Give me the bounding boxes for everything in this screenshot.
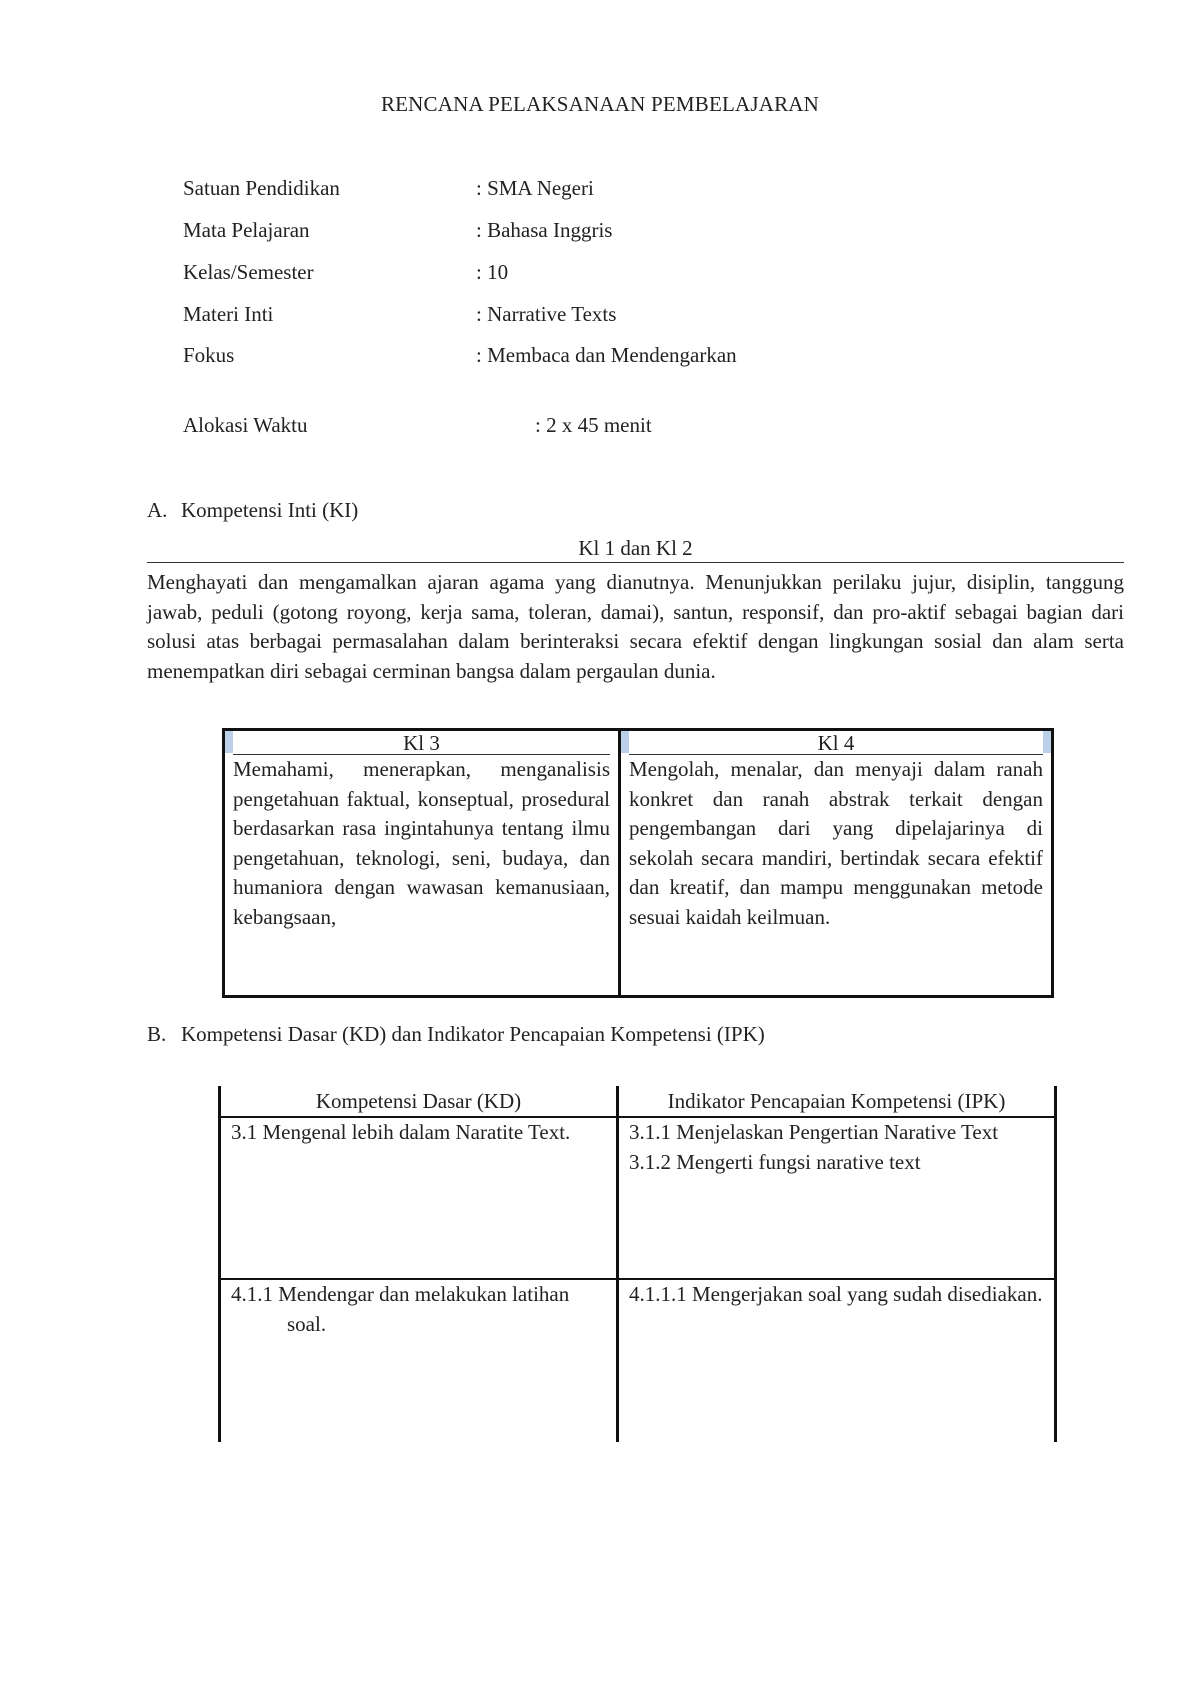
- ki3-cell: [224, 755, 620, 997]
- info-label-mapel: Mata Pelajaran: [183, 218, 310, 242]
- ipk-text: Menjelaskan Pengertian Narative Text: [676, 1120, 999, 1144]
- info-value-fokus: : Membaca dan Mendengarkan: [476, 343, 737, 367]
- section-b-title: Kompetensi Dasar (KD) dan Indikator Pencapaian Kompetensi (IPK): [181, 1022, 765, 1046]
- section-a-heading: [147, 498, 358, 523]
- ki4-header-cell: [620, 730, 1053, 756]
- info-label-fokus: Fokus: [183, 343, 235, 367]
- ipk-text: Mengerti fungsi narative text: [676, 1149, 921, 1174]
- ipk-cell: [618, 1117, 1056, 1279]
- kd-text: 3.1 Mengenal lebih dalam Naratite Text.: [231, 1120, 571, 1144]
- ki12-header: Kl 1 dan Kl 2: [147, 534, 1124, 563]
- kd-cell: [220, 1279, 618, 1442]
- ipk-number: 4.1.1.1: [629, 1282, 687, 1306]
- ki12-text: Menghayati dan mengamalkan ajaran agama yang dianutnya. Menunjukkan perilaku jujur, disiplin, tanggung jawab, peduli (gotong royong, kerja sama, toleran, damai), santun, responsif, dan pro-aktif sebagai bagian dari solusi atas berbagai permasalahan dalam berinteraksi secara efektif dengan lingkungan sosial dan alam serta menempatkan diri sebagai cerminan bangsa dalam pergaulan dunia.: [147, 570, 1124, 683]
- table-row: [220, 1279, 1056, 1442]
- ki3-ki4-table: [222, 728, 1054, 998]
- section-a-letter: A.: [147, 498, 168, 522]
- info-value-materi: : Narrative Texts: [476, 302, 617, 326]
- kd-ipk-table: [218, 1086, 1057, 1442]
- list-item: [629, 1280, 1044, 1310]
- info-value-satuan: : SMA Negeri: [476, 176, 594, 200]
- ki3-header-cell: [224, 730, 620, 756]
- ki4-header: Kl 4: [817, 731, 855, 755]
- table-row: [220, 1117, 1056, 1279]
- ipk-text: Mengerjakan soal yang sudah disediakan.: [692, 1282, 1043, 1306]
- kd-header-cell: [220, 1086, 618, 1117]
- ki3-text: Memahami, menerapkan, menganalisis pengetahuan faktual, konseptual, prosedural berdasarkan rasa ingintahunya tentang ilmu pengetahuan, teknologi, seni, budaya, dan humaniora dengan wawasan kemanusiaan, kebangsaan,: [233, 757, 610, 929]
- ipk-cell: [618, 1279, 1056, 1442]
- ki3-header: Kl 3: [403, 731, 440, 755]
- ipk-number: 3.1.2: [629, 1149, 671, 1174]
- kd-text: 4.1.1 Mendengar dan melakukan latihan soal.: [231, 1282, 570, 1336]
- info-label-kelas: Kelas/Semester: [183, 260, 314, 284]
- ipk-number: 3.1.1: [629, 1120, 671, 1144]
- section-b-letter: B.: [147, 1022, 167, 1046]
- list-item: [629, 1148, 1044, 1178]
- kd-cell: [220, 1117, 618, 1279]
- info-label-satuan: Satuan Pendidikan: [183, 176, 340, 200]
- ki4-cell: [620, 755, 1053, 997]
- document-title: RENCANA PELAKSANAAN PEMBELAJARAN: [380, 92, 820, 116]
- ipk-column-header: Indikator Pencapaian Kompetensi (IPK): [667, 1089, 1006, 1113]
- list-item: [629, 1118, 1044, 1148]
- section-a-title: Kompetensi Inti (KI): [181, 498, 359, 522]
- info-label-materi: Materi Inti: [183, 302, 274, 326]
- info-value-alokasi: : 2 x 45 menit: [535, 413, 652, 437]
- ipk-header-cell: [618, 1086, 1056, 1117]
- info-value-mapel: : Bahasa Inggris: [476, 218, 613, 242]
- ki4-text: Mengolah, menalar, dan menyaji dalam ranah konkret dan ranah abstrak terkait dengan pengembangan dari yang dipelajarinya di sekolah secara mandiri, bertindak secara efektif dan kreatif, dan mampu menggunakan metode sesuai kaidah keilmuan.: [629, 757, 1043, 929]
- info-value-kelas: : 10: [476, 260, 509, 284]
- kd-column-header: Kompetensi Dasar (KD): [315, 1089, 522, 1113]
- info-label-alokasi: Alokasi Waktu: [183, 413, 308, 437]
- section-b-heading: [147, 1022, 765, 1047]
